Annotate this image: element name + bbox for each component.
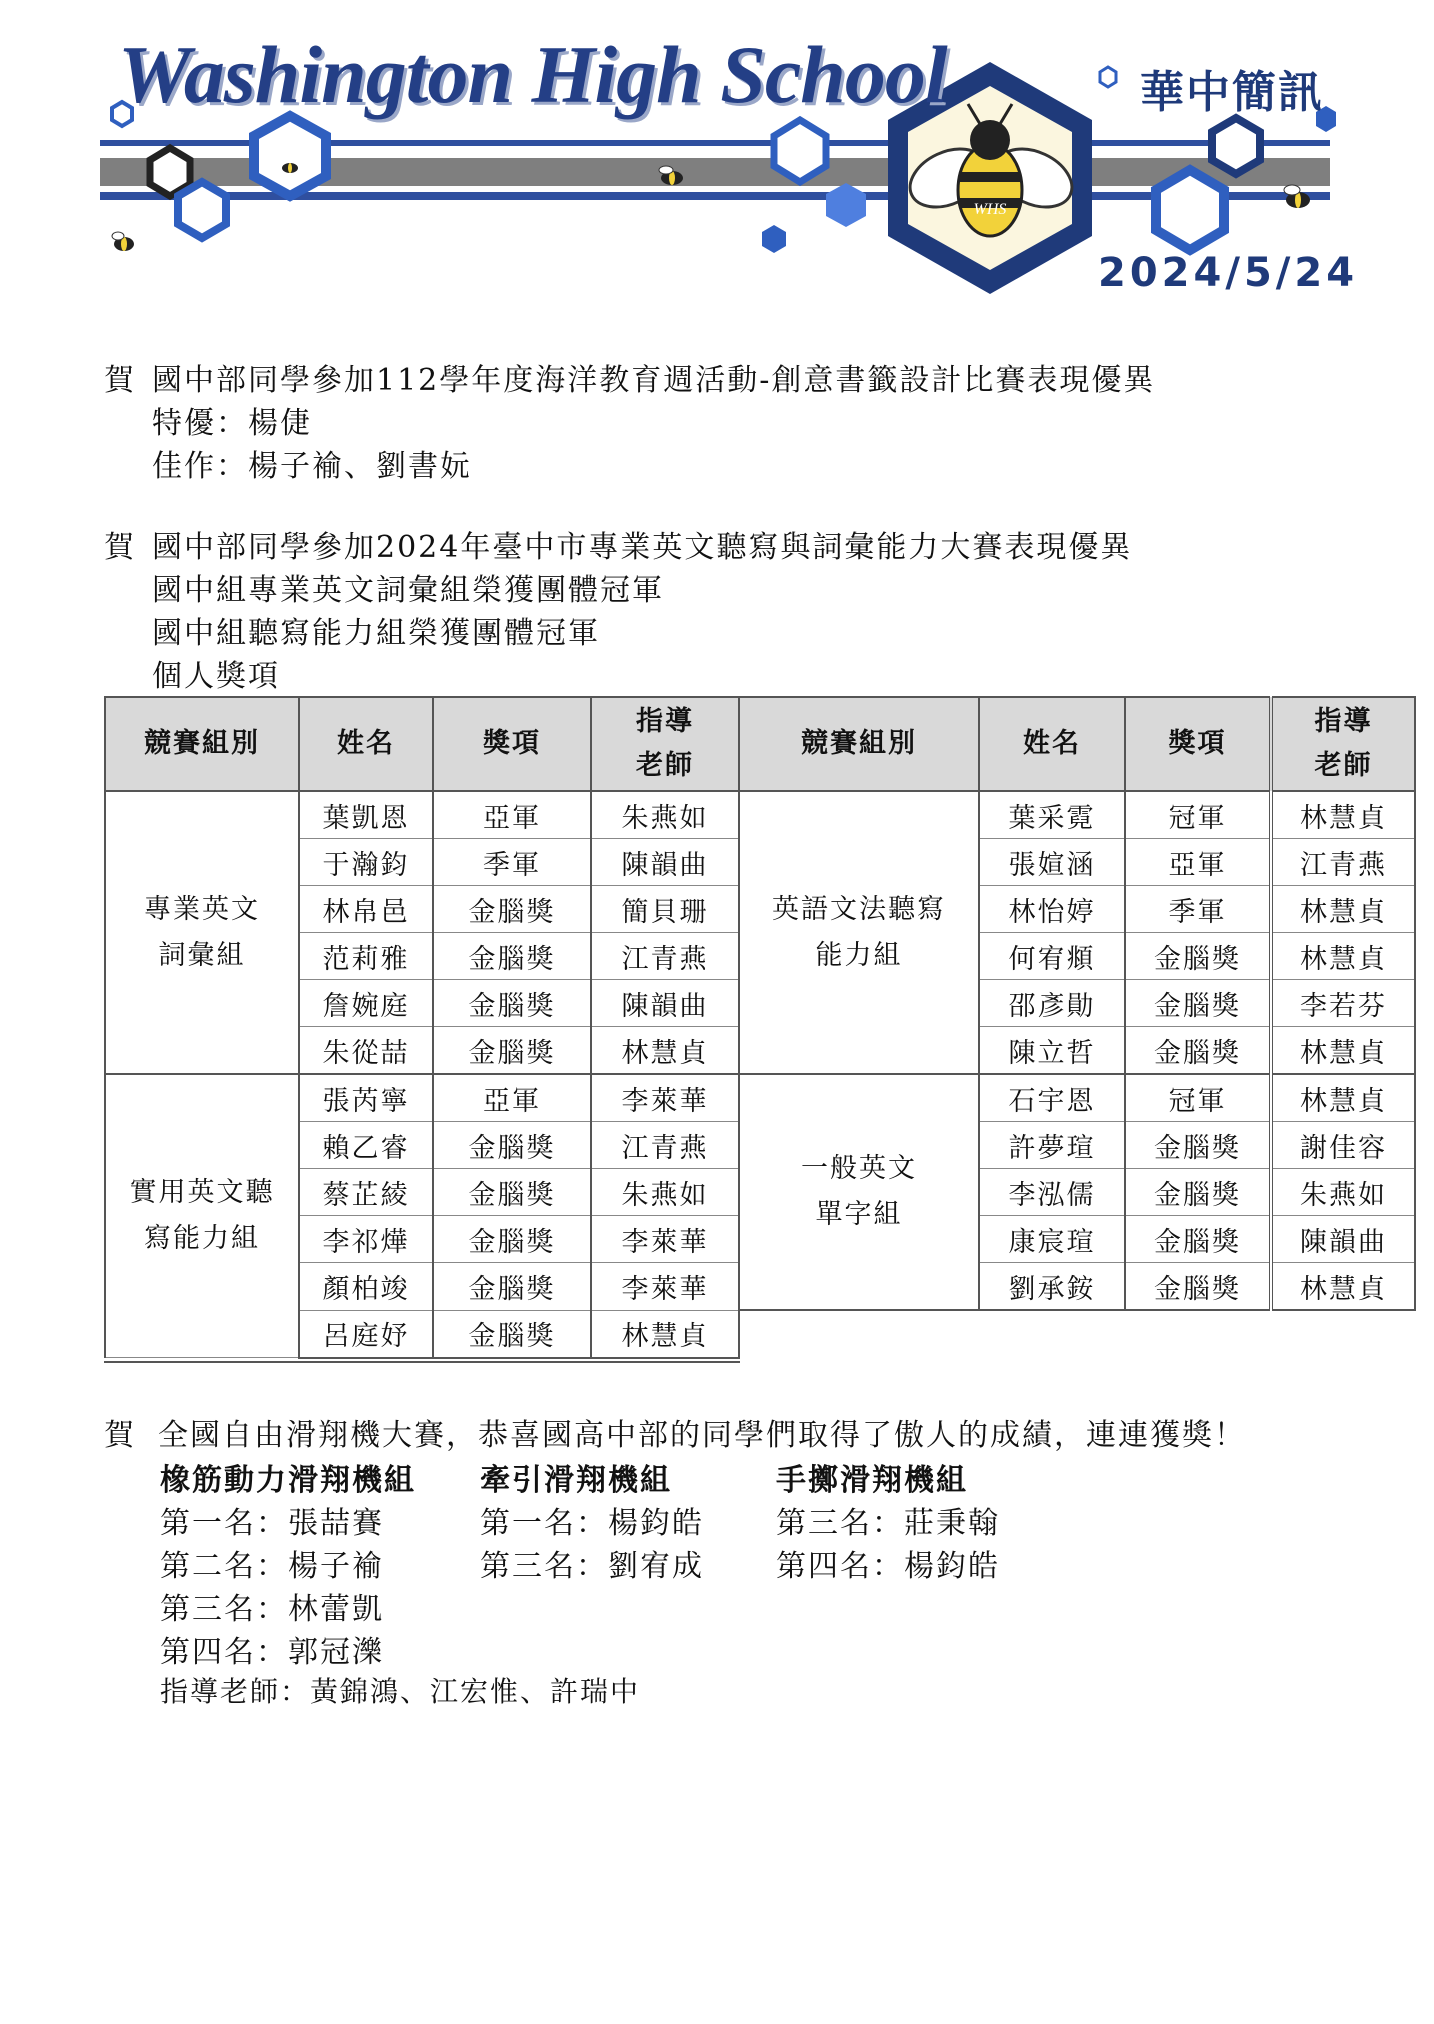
bee-icon: [282, 163, 298, 173]
ranking-line: 第四名：郭冠濼: [160, 1635, 384, 1670]
student-name: 葉采霓: [979, 791, 1125, 839]
header-cell-line: 老師: [1314, 750, 1373, 781]
ranking-line: 第三名：林蕾凱: [160, 1592, 384, 1627]
student-name: 林怡婷: [979, 886, 1125, 933]
header-cell: 獎項: [1125, 697, 1271, 791]
student-name: 賴乙睿: [299, 1122, 433, 1169]
award-line: 佳作：楊子褕、劉書妧: [152, 449, 472, 484]
header-banner: [0, 0, 1434, 320]
hexagon-icon: [774, 120, 826, 182]
award: 金腦獎: [1125, 1122, 1271, 1169]
header-cell: 姓名: [979, 697, 1125, 791]
student-name: 石宇恩: [979, 1074, 1125, 1122]
student-name: 李泓儒: [979, 1169, 1125, 1216]
student-name: 康宸瑄: [979, 1216, 1125, 1263]
award: 金腦獎: [1125, 1216, 1271, 1263]
award: 金腦獎: [433, 1122, 591, 1169]
teacher: 謝佳容: [1271, 1122, 1415, 1169]
student-name: 呂庭妤: [299, 1310, 433, 1358]
group-name-line: 專業英文: [144, 893, 260, 925]
group-name-line: 能力組: [815, 939, 903, 971]
teacher: 林慧貞: [1271, 1027, 1415, 1075]
student-name: 葉凱恩: [299, 791, 433, 839]
hexagon-icon: [1212, 118, 1260, 174]
congrats-mark: 賀: [104, 363, 136, 398]
table-row: [105, 1310, 1415, 1358]
teacher: 李萊華: [591, 1074, 739, 1122]
award: 金腦獎: [1125, 933, 1271, 980]
award: 冠軍: [1125, 791, 1271, 839]
header-cell: [1271, 697, 1415, 791]
teacher: 林慧貞: [1271, 1263, 1415, 1311]
student-name: 邵彥勛: [979, 980, 1125, 1027]
section-headline: 國中部同學參加2024年臺中市專業英文聽寫與詞彙能力大賽表現優異: [152, 530, 1133, 565]
student-name: 于瀚鈞: [299, 839, 433, 886]
header-cell-line: 指導: [1314, 706, 1373, 737]
teacher: 林慧貞: [1271, 1074, 1415, 1122]
award: 金腦獎: [433, 1169, 591, 1216]
header-cell: 競賽組別: [105, 697, 299, 791]
group-cell: [739, 1074, 979, 1310]
teacher: 朱燕如: [591, 1169, 739, 1216]
award: 金腦獎: [1125, 1169, 1271, 1216]
advisors-line: 指導老師：黃錦鴻、江宏惟、許瑞中: [160, 1675, 641, 1708]
ranking-line: 第二名：楊子褕: [160, 1549, 384, 1584]
group-name-line: 一般英文: [801, 1153, 917, 1184]
hexagon-icon: [1156, 170, 1224, 250]
section-headline: 國中部同學參加112學年度海洋教育週活動-創意書籤設計比賽表現優異: [152, 363, 1156, 398]
bee-icon: [112, 232, 134, 251]
hexagon-icon: [254, 116, 326, 196]
student-name: 范莉雅: [299, 933, 433, 980]
award: 金腦獎: [433, 980, 591, 1027]
teacher: 陳韻曲: [591, 980, 739, 1027]
award: 季軍: [433, 839, 591, 886]
teacher: 江青燕: [591, 933, 739, 980]
student-name: 許夢瑄: [979, 1122, 1125, 1169]
student-name: 陳立哲: [979, 1027, 1125, 1075]
teacher: 林慧貞: [591, 1027, 739, 1075]
student-name: 張芮寧: [299, 1074, 433, 1122]
teacher: 陳韻曲: [591, 839, 739, 886]
teacher: 李萊華: [591, 1216, 739, 1263]
award: 金腦獎: [433, 933, 591, 980]
issue-date: 2024/5/24: [1098, 250, 1359, 296]
teacher: 李若芬: [1271, 980, 1415, 1027]
table-bottom-rule: [104, 1361, 740, 1363]
category-title: 橡筋動力滑翔機組: [160, 1463, 416, 1498]
award: 金腦獎: [433, 1027, 591, 1075]
group-name-line: 寫能力組: [144, 1223, 260, 1254]
award: 金腦獎: [1125, 980, 1271, 1027]
teacher: 林慧貞: [1271, 933, 1415, 980]
group-cell: [739, 791, 979, 1074]
ranking-line: 第四名：楊鈞皓: [776, 1549, 1000, 1584]
hexagon-icon: [178, 182, 226, 238]
school-name: Washington High School: [118, 29, 947, 120]
header-cell: 姓名: [299, 697, 433, 791]
student-name: 何宥頫: [979, 933, 1125, 980]
group-name-line: 實用英文聽: [129, 1177, 275, 1208]
student-name: 顏柏竣: [299, 1263, 433, 1311]
bee-icon: [1284, 185, 1310, 208]
logo-text: WHS: [973, 201, 1007, 218]
group-cell: [105, 791, 299, 1074]
congrats-mark: 賀: [104, 1418, 136, 1453]
award: 亞軍: [433, 791, 591, 839]
student-name: 林帛邑: [299, 886, 433, 933]
teacher: 江青燕: [591, 1122, 739, 1169]
award-line: 國中組聽寫能力組榮獲團體冠軍: [152, 616, 600, 651]
group-name-line: 詞彙組: [158, 939, 246, 971]
table-row: [105, 791, 1415, 839]
award: 金腦獎: [433, 886, 591, 933]
awards-table: [104, 696, 1416, 1359]
award-line: 國中組專業英文詞彙組榮獲團體冠軍: [152, 573, 664, 608]
award-line: 特優：楊倢: [152, 406, 312, 441]
award: 金腦獎: [433, 1216, 591, 1263]
teacher: 朱燕如: [1271, 1169, 1415, 1216]
teacher: 朱燕如: [591, 791, 739, 839]
student-name: 李祁燁: [299, 1216, 433, 1263]
award-line: 個人獎項: [152, 659, 280, 694]
award: 金腦獎: [1125, 1027, 1271, 1075]
teacher: 李萊華: [591, 1263, 739, 1311]
award: 金腦獎: [433, 1310, 591, 1358]
group-name-line: 英語文法聽寫: [772, 893, 946, 925]
teacher: 江青燕: [1271, 839, 1415, 886]
award: 金腦獎: [1125, 1263, 1271, 1311]
ranking-line: 第三名：劉宥成: [480, 1549, 704, 1584]
header-cell: 競賽組別: [739, 697, 979, 791]
empty-cell: [739, 1310, 1415, 1358]
award: 季軍: [1125, 886, 1271, 933]
award: 金腦獎: [433, 1263, 591, 1311]
award: 亞軍: [1125, 839, 1271, 886]
section-headline: 全國自由滑翔機大賽，恭喜國高中部的同學們取得了傲人的成績，連連獲獎！: [158, 1418, 1246, 1453]
category-title: 牽引滑翔機組: [480, 1463, 672, 1498]
student-name: 詹婉庭: [299, 980, 433, 1027]
teacher: 簡貝珊: [591, 886, 739, 933]
teacher: 林慧貞: [1271, 791, 1415, 839]
group-cell: [105, 1074, 299, 1358]
hexagon-icon: [826, 183, 866, 227]
header-cell-line: 老師: [636, 750, 694, 781]
student-name: 劉承銨: [979, 1263, 1125, 1311]
teacher: 林慧貞: [1271, 886, 1415, 933]
congrats-mark: 賀: [104, 530, 136, 565]
hexagon-icon: [762, 225, 786, 253]
student-name: 朱從喆: [299, 1027, 433, 1075]
header-cell: 獎項: [433, 697, 591, 791]
ranking-line: 第一名：張喆賽: [160, 1506, 384, 1541]
student-name: 蔡芷綾: [299, 1169, 433, 1216]
table-row: [105, 1074, 1415, 1122]
group-name-line: 單字組: [815, 1199, 903, 1230]
category-title: 手擲滑翔機組: [776, 1463, 968, 1498]
table-header-row: [105, 697, 1415, 791]
newsletter-name: 華中簡訊: [1140, 67, 1324, 118]
teacher: 林慧貞: [591, 1310, 739, 1358]
award: 亞軍: [433, 1074, 591, 1122]
header-cell: [591, 697, 739, 791]
student-name: 張媗涵: [979, 839, 1125, 886]
ranking-line: 第一名：楊鈞皓: [480, 1506, 704, 1541]
ranking-line: 第三名：莊秉翰: [776, 1506, 1000, 1541]
award: 冠軍: [1125, 1074, 1271, 1122]
teacher: 陳韻曲: [1271, 1216, 1415, 1263]
header-cell-line: 指導: [636, 706, 694, 737]
hexagon-icon: [1100, 67, 1116, 87]
